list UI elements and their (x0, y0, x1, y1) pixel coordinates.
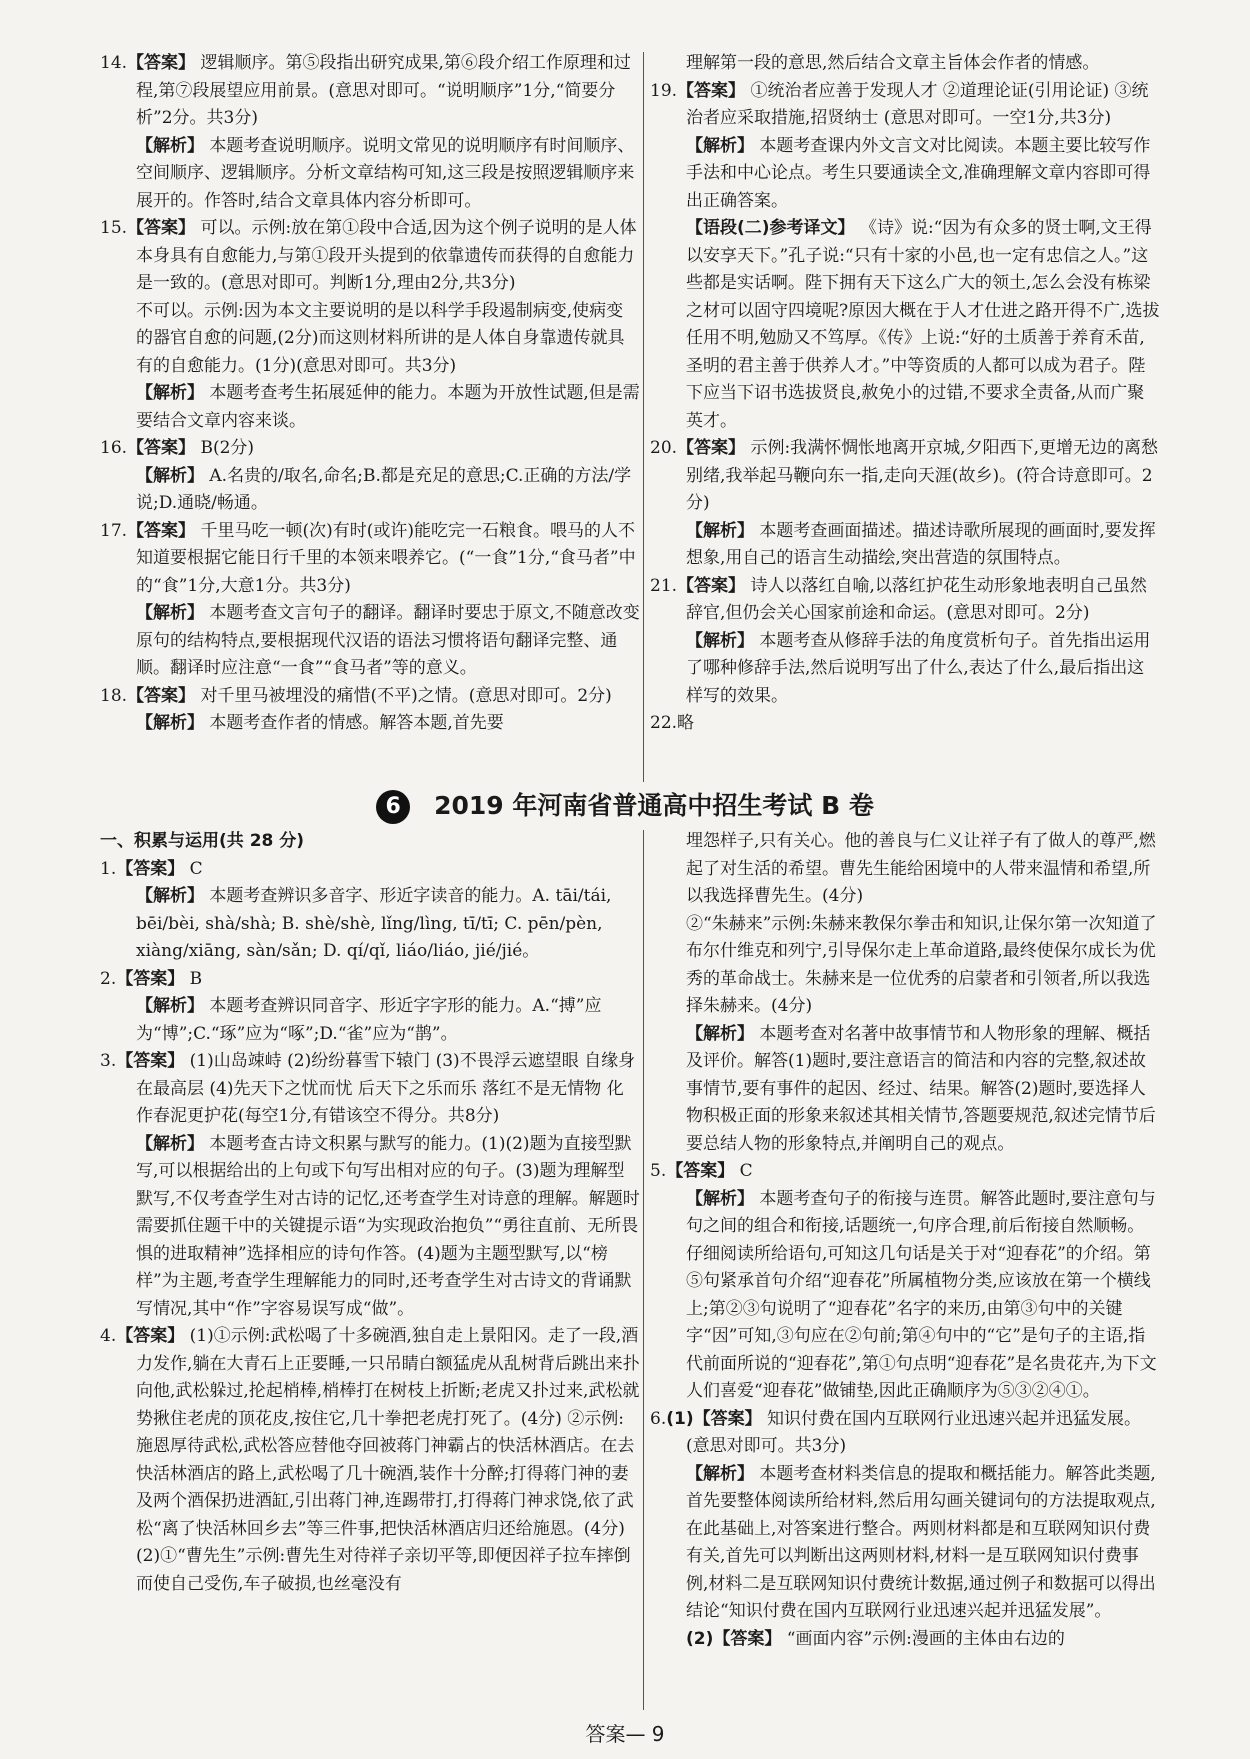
answer-paragraph (650, 1021, 1160, 1159)
question-number: 6. (650, 1408, 667, 1429)
answer-paragraph (100, 1323, 640, 1543)
answer-paragraph (100, 50, 640, 133)
answer-text: 示例:我满怀惆怅地离开京城,夕阳西下,更增无边的离愁别绪,我举起马鞭向东一指,走向天涯(故乡)。(符合诗意即可。2分) (686, 438, 1158, 513)
question-number: 22. (650, 713, 678, 733)
question-number: 21. (650, 575, 678, 596)
answer-tag: 【解析】 (136, 886, 204, 906)
answer-text: B(2分) (200, 438, 255, 458)
column-divider-bottom (643, 830, 644, 1710)
answer-paragraph (100, 1131, 640, 1324)
answer-text: (1)①示例:武松喝了十多碗酒,独自走上景阳冈。走了一段,酒力发作,躺在大青石上正要睡,一只吊睛白额猛虎从乱树背后跳出来扑向他,武松躲过,抡起梢棒,梢棒打在树枝上折断;老虎又扑过来,武松就势揪住老虎的顶花皮,按住它,几十拳把老虎打死了。(4分) ②示例:施恩厚待武松,武松答应替他夺回被蒋门神霸占的快活林酒店。在去快活林酒店的路上,武松喝了几十碗酒,装作十分醉;打得蒋门神的妻及两个酒保扔进酒缸,引出蒋门神,连踢带打,打得蒋门神求饶,依了武松“离了快活林回乡去”等三件事,把快活林酒店归还给施恩。(4分) (136, 1326, 640, 1539)
answer-text: 本题考查对名著中故事情节和人物形象的理解、概括及评价。解答(1)题时,要注意语言的简洁和内容的完整,叙述故事情节,要有事件的起因、经过、结果。解答(2)题时,要选择人物积极正面的形象来叙述其相关情节,答题要规范,叙述完情节后要总结人物的形象特点,并阐明自己的观点。 (686, 1023, 1156, 1154)
top-left-column (100, 50, 640, 738)
answer-paragraph (100, 463, 640, 518)
answer-tag: 【答案】 (677, 438, 746, 458)
answer-tag: 【答案】 (127, 520, 196, 541)
section-heading: 一、积累与运用(共 28 分) (100, 831, 305, 851)
answer-paragraph (100, 883, 640, 966)
answer-paragraph (100, 380, 640, 435)
answer-text: 埋怨样子,只有关心。他的善良与仁义让祥子有了做人的尊严,燃起了对生活的希望。曹先生能给困境中的人带来温情和希望,所以我选择曹先生。(4分) (686, 831, 1156, 906)
answer-paragraph (650, 911, 1160, 1021)
answer-text: 本题考查材料类信息的提取和概括能力。解答此类题,首先要整体阅读所给材料,然后用勾画关键词句的方法提取观点,在此基础上,对答案进行整合。两则材料都是和互联网知识付费有关,首先可以判断出这两则材料,材料一是互联网知识付费事例,材料二是互联网知识付费统计数据,通过例子和数据可以得出结论“知识付费在国内互联网行业迅速兴起并迅猛发展”。 (686, 1463, 1156, 1621)
answer-paragraph (650, 1186, 1160, 1406)
answer-text: ②“朱赫来”示例:朱赫来教保尔拳击和知识,让保尔第一次知道了布尔什维克和列宁,引导保尔走上革命道路,最终使保尔成长为优秀的革命战士。朱赫来是一位优秀的启蒙者和引领者,所以我选择朱赫来。(4分) (686, 913, 1157, 1016)
answer-paragraph (100, 710, 640, 738)
answer-tag: 【解析】 (136, 135, 204, 156)
answer-tag: 【解析】 (686, 520, 754, 541)
answer-text: 本题考查从修辞手法的角度赏析句子。首先指出运用了哪种修辞手法,然后说明写出了什么,表达了什么,最后指出这样写的效果。 (686, 630, 1151, 706)
analysis-tag: 【解析】 (136, 465, 204, 486)
answer-text: B (189, 968, 203, 989)
answer-text: “画面内容”示例:漫画的主体由右边的 (786, 1628, 1065, 1649)
answer-paragraph (650, 828, 1160, 911)
answer-paragraph (100, 966, 640, 994)
answer-paragraph (100, 518, 640, 601)
bottom-left-column (100, 828, 640, 1598)
answer-text: 《诗》说:“因为有众多的贤士啊,文王得以安享天下。”孔子说:“只有十家的小邑,也一定有忠信之人。”这些都是实话啊。陛下拥有天下这么广大的领土,怎么会没有栋梁之材可以固守四境呢?原因大概在于人才仕进之路开得不广,选拔任用不明,勉励又不笃厚。《传》上说:“好的土质善于养育禾苗,圣明的君主善于供养人才。”中等资质的人都可以成为君子。陛下应当下诏书选拔贤良,赦免小的过错,不要求全责备,从而广聚英才。 (686, 218, 1160, 431)
answer-tag: 【答案】 (127, 218, 196, 238)
question-number: 20. (650, 438, 678, 458)
answer-tag: 【答案】 (116, 968, 185, 989)
answer-text: (1)山岛竦峙 (2)纷纷暮雪下辕门 (3)不畏浮云遮望眼 自缘身在最高层 (4)先天下之忧而忧 后天下之乐而乐 落红不是无情物 化作春泥更护花(每空1分,有错该空不得分。共8分) (136, 1051, 636, 1126)
answer-paragraph (100, 683, 640, 711)
answer-tag: 【解析】 (686, 1463, 754, 1484)
answer-text: 本题考查辨识同音字、形近字字形的能力。A.“搏”应为“博”;C.“琢”应为“啄”;D.“雀”应为“鹊”。 (136, 996, 602, 1044)
question-number: 3. (100, 1051, 117, 1071)
column-divider-top (643, 52, 644, 782)
answer-text: 本题考查说明顺序。说明文常见的说明顺序有时间顺序、空间顺序、逻辑顺序。分析文章结构可知,这三段是按照逻辑顺序来展开的。作答时,结合文章具体内容分析即可。 (136, 135, 635, 211)
bottom-right-column (650, 828, 1160, 1653)
answer-text: 略 (677, 713, 695, 733)
answer-tag: 【解析】 (686, 630, 754, 651)
answer-tag: 【解析】 (136, 1133, 204, 1154)
answer-text: 本题考查画面描述。描述诗歌所展现的画面时,要发挥想象,用自己的语言生动描绘,突出营造的氛围特点。 (686, 520, 1156, 568)
answer-text: 本题考查辨识多音字、形近字读音的能力。A. tāi/tái, bēi/bèi, shà/shà; B. shè/shè, lǐng/lìng, tī/tī; C. pēn/pèn, xiàng/xiāng, sàn/sǎn; D. qí/qǐ, liáo/liáo, jié/jié。 (136, 886, 612, 961)
answer-paragraph (650, 1406, 1160, 1461)
section-banner (0, 786, 1250, 826)
answer-text: 知识付费在国内互联网行业迅速兴起并迅猛发展。(意思对即可。共3分) (686, 1408, 1142, 1456)
answer-text: A.名贵的/取名,命名;B.都是充足的意思;C.正确的方法/学说;D.通晓/畅通。 (136, 465, 632, 513)
question-number: 4. (100, 1326, 117, 1346)
question-number: 17. (100, 520, 128, 541)
answer-tag: 【答案】 (127, 685, 196, 706)
answer-paragraph (650, 1626, 1160, 1654)
top-right-column (650, 50, 1160, 738)
answer-paragraph (100, 828, 640, 856)
answer-paragraph (100, 435, 640, 463)
answer-tag: 【解析】 (686, 135, 754, 156)
answer-text: C (189, 858, 203, 879)
answer-paragraph (100, 856, 640, 884)
answer-text: 本题考查作者的情感。解答本题,首先要 (209, 713, 504, 733)
answer-tag: 【答案】 (666, 1161, 735, 1181)
answer-tag: 【解析】 (686, 1023, 754, 1044)
answer-tag: 【解析】 (686, 1188, 754, 1209)
answer-text: 不可以。示例:因为本文主要说明的是以科学手段遏制病变,使病变的器官自愈的问题,(2分)而这则材料所讲的是人体自身靠遗传就具有的自愈能力。(1分)(意思对即可。共3分) (136, 300, 625, 376)
answer-paragraph (650, 1461, 1160, 1626)
answer-text: 本题考查课内外文言文对比阅读。本题主要比较写作手法和中心论点。考生只要通读全文,准确理解文章内容即可得出正确答案。 (686, 135, 1151, 211)
answer-tag: 【解析】 (136, 383, 204, 403)
section-number-badge: 6 (376, 790, 410, 824)
answer-text: 本题考查考生拓展延伸的能力。本题为开放性试题,但是需要结合文章内容来谈。 (136, 383, 640, 431)
answer-tag: 【答案】 (677, 575, 746, 596)
answer-tag: (2)【答案】 (686, 1628, 782, 1649)
answer-text: ①统治者应善于发现人才 ②道理论证(引用论证) ③统治者应采取措施,招贤纳士 (意思对即可。一空1分,共3分) (686, 80, 1149, 128)
answer-paragraph (100, 298, 640, 381)
answer-tag: 【答案】 (116, 1051, 185, 1071)
answer-tag: 【语段(二)参考译文】 (686, 218, 855, 238)
question-number: 18. (100, 685, 128, 706)
answer-text: 本题考查句子的衔接与连贯。解答此题时,要注意句与句之间的组合和衔接,话题统一,句序合理,前后衔接自然顺畅。仔细阅读所给语句,可知这几句话是关于对“迎春花”的介绍。第⑤句紧承首句介绍“迎春花”所属植物分类,应该放在第一个横线上;第②③句说明了“迎春花”名字的来历,由第③句中的关键字“因”可知,③句应在②句前;第④句中的“它”是句子的主语,指代前面所说的“迎春花”,第①句点明“迎春花”是名贵花卉,为下文人们喜爱“迎春花”做铺垫,因此正确顺序为⑤③②④①。 (686, 1188, 1157, 1401)
question-number: 5. (650, 1161, 667, 1181)
answer-text: 理解第一段的意思,然后结合文章主旨体会作者的情感。 (686, 53, 1100, 73)
answer-tag: 【答案】 (127, 438, 196, 458)
answer-tag: (1)【答案】 (666, 1408, 762, 1429)
answer-paragraph (100, 1543, 640, 1598)
answer-paragraph (650, 710, 1160, 738)
answer-text: 千里马吃一顿(次)有时(或许)能吃完一石粮食。喂马的人不知道要根据它能日行千里的本领来喂养它。(“一食”1分,“食马者”中的“食”1分,大意1分。共3分) (136, 520, 636, 596)
answer-text: C (739, 1161, 753, 1181)
answer-paragraph (650, 78, 1160, 133)
answer-tag: 【答案】 (116, 1326, 185, 1346)
answer-paragraph (650, 215, 1160, 435)
question-number: 1. (100, 858, 117, 879)
answer-paragraph (100, 993, 640, 1048)
answer-paragraph (650, 518, 1160, 573)
answer-text: (2)①“曹先生”示例:曹先生对待祥子亲切平等,即便因祥子拉车摔倒而使自己受伤,车子破损,也丝毫没有 (136, 1546, 631, 1594)
answer-text: 可以。示例:放在第①段中合适,因为这个例子说明的是人体本身具有自愈能力,与第①段开头提到的依靠遗传而获得的自愈能力是一致的。(意思对即可。判断1分,理由2分,共3分) (136, 218, 637, 293)
answer-paragraph (100, 215, 640, 298)
answer-paragraph (650, 628, 1160, 711)
page-footer: 答案— 9 (585, 1722, 665, 1746)
answer-paragraph (650, 133, 1160, 216)
answer-text: 逻辑顺序。第⑤段指出研究成果,第⑥段介绍工作原理和过程,第⑦段展望应用前景。(意思对即可。“说明顺序”1分,“简要分析”2分。共3分) (136, 53, 631, 128)
answer-paragraph (650, 435, 1160, 518)
answer-text: 本题考查古诗文积累与默写的能力。(1)(2)题为直接型默写,可以根据给出的上句或下句写出相对应的句子。(3)题为理解型默写,不仅考查学生对古诗的记忆,还考查学生对诗意的理解。解题时需要抓住题干中的关键提示语“为实现政治抱负”“勇往直前、无所畏惧的进取精神”选择相应的诗句作答。(4)题为主题型默写,以“榜样”为主题,考查学生理解能力的同时,还考查学生对古诗文的背诵默写情况,其中“作”字容易误写成“做”。 (136, 1133, 640, 1319)
answer-tag: 【解析】 (136, 713, 204, 733)
question-number: 15. (100, 218, 128, 238)
answer-text: 对千里马被埋没的痛惜(不平)之情。(意思对即可。2分) (200, 685, 612, 706)
section-title: 2019 年河南省普通高中招生考试 B 卷 (434, 791, 874, 820)
answer-tag: 【解析】 (136, 603, 204, 623)
answer-text: 本题考查文言句子的翻译。翻译时要忠于原文,不随意改变原句的结构特点,要根据现代汉语的语法习惯将语句翻译完整、通顺。翻译时应注意“一食”“食马者”等的意义。 (136, 603, 640, 678)
answer-tag: 【答案】 (127, 53, 196, 73)
answer-paragraph (650, 50, 1160, 78)
answer-tag: 【答案】 (116, 858, 185, 879)
question-number: 14. (100, 53, 128, 73)
question-number: 19. (650, 80, 678, 101)
answer-text: 诗人以落红自喻,以落红护花生动形象地表明自己虽然辞官,但仍会关心国家前途和命运。(意思对即可。2分) (686, 575, 1147, 623)
answer-paragraph (650, 573, 1160, 628)
question-number: 2. (100, 968, 117, 989)
answer-tag: 【答案】 (677, 80, 746, 101)
answer-paragraph (100, 600, 640, 683)
question-number: 16. (100, 438, 128, 458)
answer-tag: 【解析】 (136, 996, 204, 1016)
answer-paragraph (650, 1158, 1160, 1186)
answer-paragraph (100, 1048, 640, 1131)
answer-paragraph (100, 133, 640, 216)
